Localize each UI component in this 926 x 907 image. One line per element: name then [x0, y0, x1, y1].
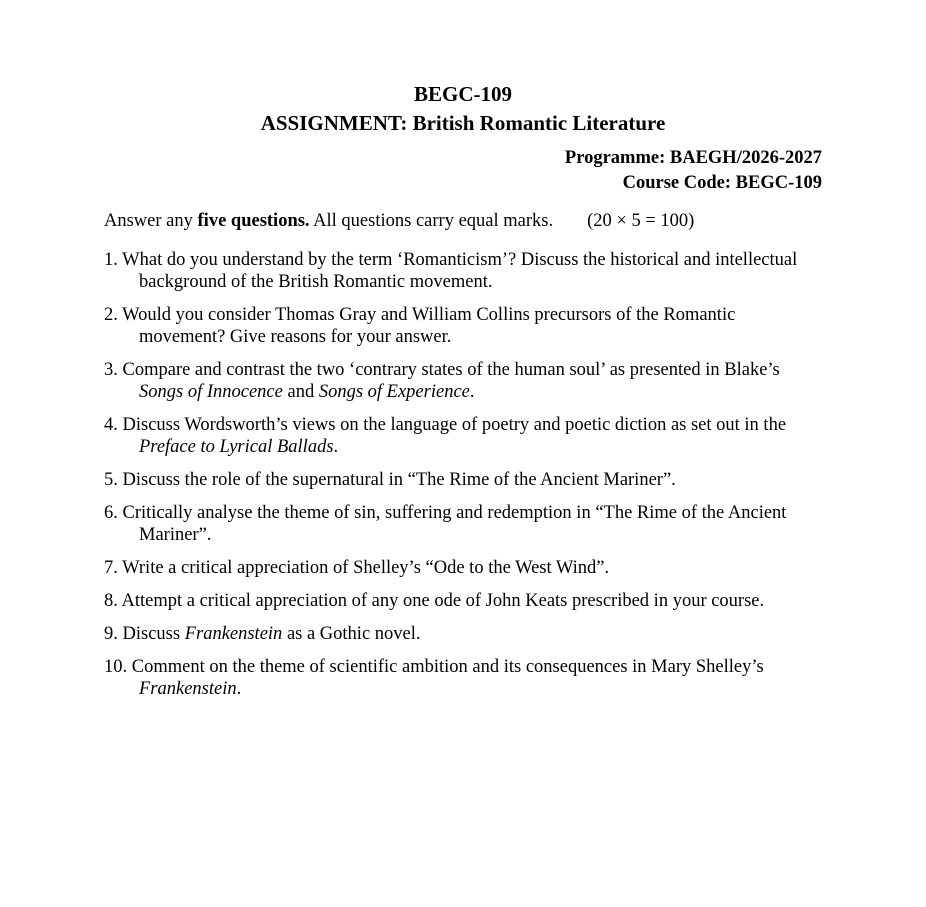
- question-number: 3.: [104, 360, 118, 380]
- instructions-lead: Answer any: [104, 211, 198, 231]
- question-item: [104, 304, 822, 348]
- question-number: 7.: [104, 558, 118, 578]
- question-number: 10.: [104, 657, 128, 677]
- question-item: [104, 414, 822, 458]
- question-text: .: [333, 437, 339, 457]
- question-item: [104, 502, 822, 546]
- instructions-emphasis: five questions.: [197, 211, 310, 231]
- question-item: [104, 656, 822, 700]
- question-number: 4.: [104, 415, 118, 435]
- question-item: [104, 249, 822, 293]
- question-number: 1.: [104, 250, 118, 270]
- question-text: .: [236, 679, 242, 699]
- question-list: [104, 249, 822, 700]
- work-title: Songs of Experience: [318, 382, 470, 402]
- question-text: Comment on the theme of scientific ambition and its consequences in Mary Shelley’s: [131, 657, 764, 677]
- question-text: and: [282, 382, 319, 402]
- work-title: Frankenstein: [139, 679, 237, 699]
- question-number: 2.: [104, 305, 118, 325]
- question-number: 6.: [104, 503, 118, 523]
- question-text: Attempt a critical appreciation of any one ode of John Keats prescribed in your course.: [121, 591, 765, 611]
- question-text: Compare and contrast the two ‘contrary states of the human soul’ as presented in Blake’s: [122, 360, 780, 380]
- question-text: Critically analyse the theme of sin, suffering and redemption in “The Rime of the Ancient Mariner”.: [122, 503, 787, 545]
- question-text: Discuss the role of the supernatural in “The Rime of the Ancient Mariner”.: [122, 470, 676, 490]
- question-text: Discuss: [122, 624, 185, 644]
- question-text: Would you consider Thomas Gray and William Collins precursors of the Romantic movement? Give reasons for your answer.: [122, 305, 736, 347]
- question-text: Discuss Wordsworth’s views on the language of poetry and poetic diction as set out in the: [122, 415, 787, 435]
- question-item: [104, 557, 822, 579]
- question-text: as a Gothic novel.: [282, 624, 421, 644]
- assignment-title: ASSIGNMENT: British Romantic Literature: [260, 111, 666, 135]
- question-number: 5.: [104, 470, 118, 490]
- course-code-line: Course Code: BEGC-109: [622, 173, 822, 193]
- work-title: Preface to Lyrical Ballads: [139, 437, 334, 457]
- question-item: [104, 623, 822, 645]
- question-number: 9.: [104, 624, 118, 644]
- question-item: [104, 469, 822, 491]
- work-title: Frankenstein: [184, 624, 283, 644]
- instructions-rest: All questions carry equal marks.: [309, 211, 554, 231]
- course-code-title: BEGC-109: [413, 82, 512, 106]
- question-item: [104, 590, 822, 612]
- marks-formula: (20 × 5 = 100): [587, 211, 695, 231]
- question-text: .: [469, 382, 475, 402]
- programme-info: [104, 146, 822, 196]
- question-text: Write a critical appreciation of Shelley’s “Ode to the West Wind”.: [122, 558, 610, 578]
- question-text: What do you understand by the term ‘Romanticism’? Discuss the historical and intellectual background of the British Romantic movement.: [122, 250, 798, 292]
- work-title: Songs of Innocence: [139, 382, 283, 402]
- question-item: [104, 359, 822, 403]
- programme-line: Programme: BAEGH/2026-2027: [564, 148, 822, 168]
- instructions: [104, 209, 822, 233]
- assignment-page: [104, 80, 822, 711]
- question-number: 8.: [104, 591, 118, 611]
